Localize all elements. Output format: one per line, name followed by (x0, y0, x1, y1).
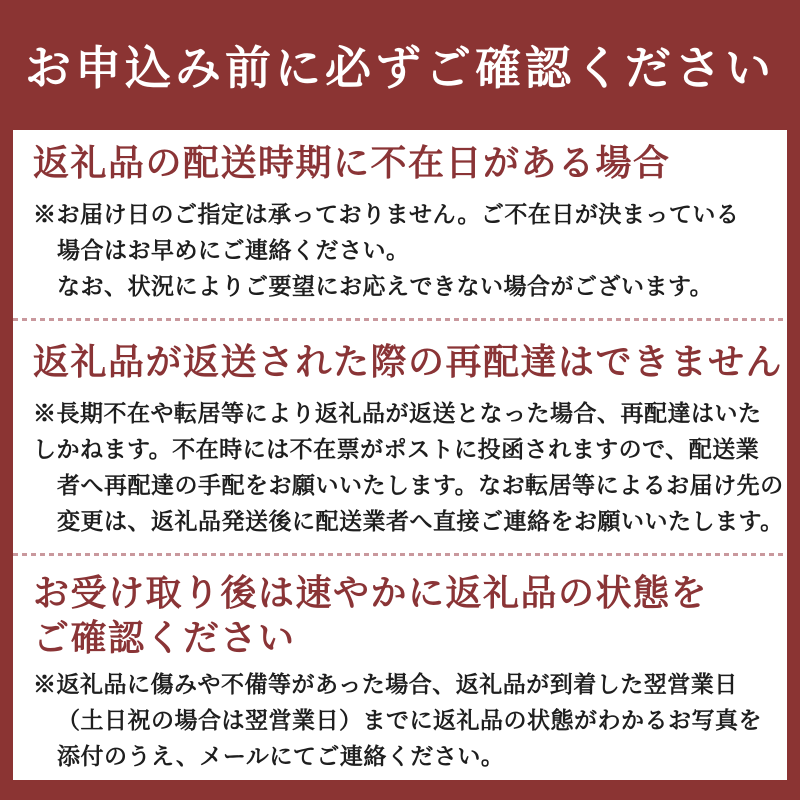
header-banner (0, 0, 800, 130)
section-absence-during-delivery (33, 136, 771, 304)
section-notes (33, 395, 784, 539)
section-notes (33, 666, 771, 774)
note-line: ※長期不在や転居等により返礼品が返送となった場合、再配達はいた (33, 400, 762, 426)
section-heading: ご確認ください (33, 617, 296, 658)
note-line: 場合はお早めにご連絡ください。 (57, 237, 410, 263)
note-line: しかねます。不在時には不在票がポストに投函されますので、配送業 (33, 436, 760, 462)
note-line: なお、状況によりご要望にお応えできない場合がございます。 (57, 273, 714, 299)
dashed-divider (13, 553, 787, 556)
section-heading: 返礼品の配送時期に不在日がある場合 (33, 142, 671, 183)
note-line: ※お届け日のご指定は承っておりません。ご不在日が決まっている (33, 201, 740, 227)
section-heading: 返礼品が返送された際の再配達はできません (33, 341, 784, 382)
section-check-on-receipt (33, 570, 771, 774)
note-line: ※返礼品に傷みや不備等があった場合、返礼品が到着した翌営業日 (33, 671, 738, 697)
dashed-divider (13, 318, 787, 321)
section-heading: お受け取り後は速やかに返礼品の状態を (33, 572, 709, 613)
banner-title: お申込み前に必ずご確認ください (25, 42, 775, 94)
note-line: 変更は、返礼品発送後に配送業者へ直接ご連絡をお願いいたします。 (57, 508, 784, 534)
note-line: 添付のうえ、メールにてご連絡ください。 (57, 743, 505, 769)
note-line: （土日祝の場合は翌営業日）までに返礼品の状態がわかるお写真を (57, 707, 762, 733)
section-notes (33, 196, 771, 304)
section-no-redelivery (33, 335, 784, 539)
notice-panel (13, 130, 787, 780)
note-line: 者へ再配達の手配をお願いいたします。なお転居等によるお届け先の (57, 472, 784, 498)
